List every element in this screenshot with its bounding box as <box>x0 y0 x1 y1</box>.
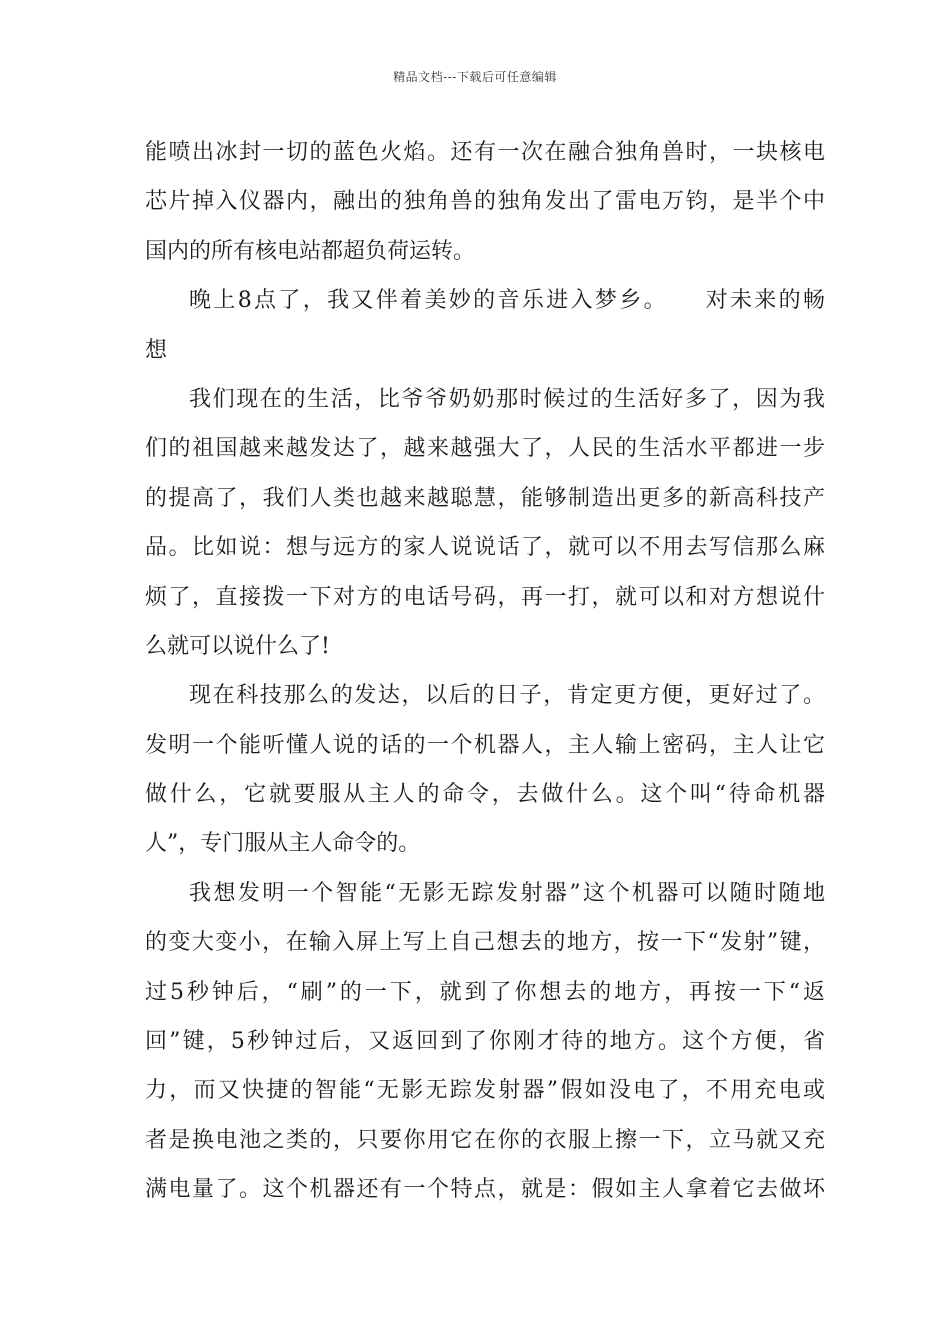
text-line: 芯片掉入仪器内，融出的独角兽的独角发出了雷电万钧，是半个中 <box>145 189 825 215</box>
text-line: 想 <box>145 337 168 363</box>
text-line: 烦了，直接拨一下对方的电话号码，再一打，就可以和对方想说什 <box>145 584 825 610</box>
text-line: 的变大变小，在输入屏上写上自己想去的地方，按一下“发射”键， <box>145 930 825 956</box>
text-line: 满电量了。这个机器还有一个特点，就是：假如主人拿着它去做坏 <box>145 1177 825 1203</box>
text-line: 我们现在的生活，比爷爷奶奶那时候过的生活好多了，因为我 <box>189 386 825 412</box>
text-line: 发明一个能听懂人说的话的一个机器人，主人输上密码，主人让它 <box>145 732 825 758</box>
document-body <box>145 128 825 1215</box>
text-line: 品。比如说：想与远方的家人说说话了，就可以不用去写信那么麻 <box>145 535 825 561</box>
text-line: 现在科技那么的发达，以后的日子，肯定更方便，更好过了。 <box>189 683 825 709</box>
text-line: 我想发明一个智能“无影无踪发射器”这个机器可以随时随地 <box>189 880 825 906</box>
text-line: 回”键，5秒钟过后，又返回到了你刚才待的地方。这个方便，省 <box>145 1029 825 1055</box>
text-line: 过5秒钟后，“刷”的一下，就到了你想去的地方，再按一下“返 <box>145 979 825 1005</box>
text-line: 么就可以说什么了! <box>145 633 330 659</box>
text-line: 国内的所有核电站都超负荷运转。 <box>145 238 476 264</box>
text-line: 晚上8点了，我又伴着美妙的音乐进入梦乡。 对未来的畅 <box>189 288 825 314</box>
text-line: 做什么，它就要服从主人的命令，去做什么。这个叫“待命机器 <box>145 782 825 808</box>
text-line: 力，而又快捷的智能“无影无踪发射器”假如没电了，不用充电或 <box>145 1078 825 1104</box>
text-line: 人”，专门服从主人命令的。 <box>145 831 421 857</box>
text-line: 的提高了，我们人类也越来越聪慧，能够制造出更多的新高科技产 <box>145 485 825 511</box>
page-header: 精品文档---下载后可任意编辑 <box>393 70 557 84</box>
text-line: 能喷出冰封一切的蓝色火焰。还有一次在融合独角兽时，一块核电 <box>145 140 825 165</box>
text-line: 们的祖国越来越发达了，越来越强大了，人民的生活水平都进一步 <box>145 436 825 462</box>
text-line: 者是换电池之类的，只要你用它在你的衣服上擦一下，立马就又充 <box>145 1127 825 1153</box>
